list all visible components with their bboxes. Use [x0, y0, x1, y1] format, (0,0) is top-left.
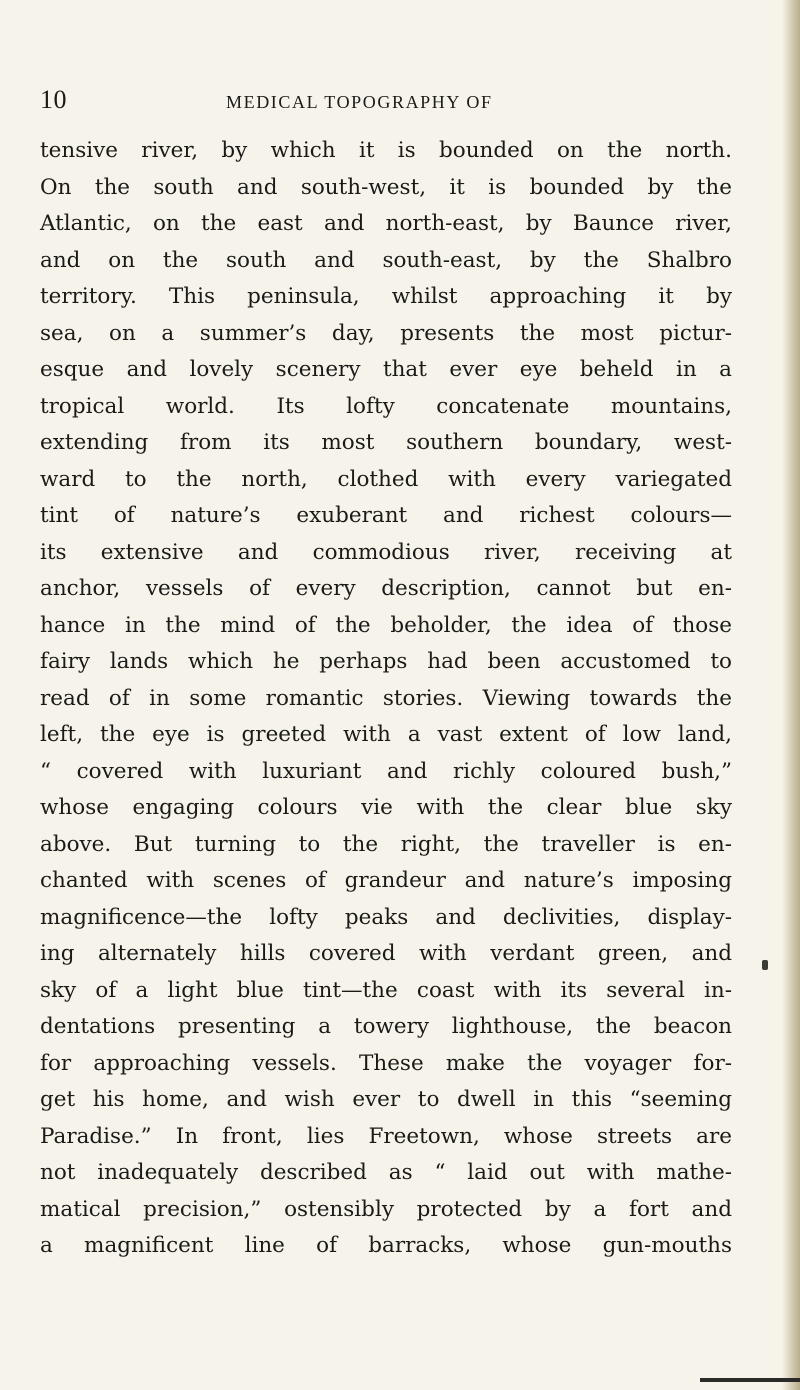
text-line: magnificence—the lofty peaks and declivities, display- [40, 904, 732, 930]
text-line: above. But turning to the right, the traveller is en- [40, 831, 732, 857]
text-line: chanted with scenes of grandeur and nature’s imposing [40, 868, 732, 893]
text-line: its extensive and commodious river, receiving at [40, 539, 732, 565]
text-line: a magnificent line of barracks, whose gun-mouths [40, 1233, 732, 1258]
text-line: ward to the north, clothed with every variegated [40, 466, 732, 492]
text-line: not inadequately described as “ laid out with mathe- [40, 1160, 732, 1185]
text-line: Paradise.” In front, lies Freetown, whose streets are [40, 1123, 732, 1149]
text-line: dentations presenting a towery lighthouse, the beacon [40, 1014, 732, 1039]
text-line: Atlantic, on the east and north-east, by Baunce river, [40, 211, 732, 236]
text-line: extending from its most southern boundary, west- [40, 430, 732, 455]
text-line: for approaching vessels. These make the voyager for- [40, 1050, 732, 1076]
text-line: left, the eye is greeted with a vast extent of low land, [40, 722, 732, 747]
text-line: tensive river, by which it is bounded on the north. [40, 138, 732, 163]
page-edge-shadow [782, 0, 800, 1390]
bottom-edge-rule [700, 1378, 800, 1382]
ink-speck [762, 960, 768, 970]
page-number: 10 [40, 85, 67, 114]
text-line: whose engaging colours vie with the clear blue sky [40, 795, 732, 820]
text-line: sea, on a summer’s day, presents the most pictur- [40, 320, 732, 346]
text-line: sky of a light blue tint—the coast with its several in- [40, 977, 732, 1003]
text-line: read of in some romantic stories. Viewing towards the [40, 685, 732, 711]
text-line: ing alternately hills covered with verdant green, and [40, 941, 732, 966]
running-head: MEDICAL TOPOGRAPHY OF [226, 92, 493, 112]
body-text [40, 133, 732, 1265]
text-line: On the south and south-west, it is bounded by the [40, 174, 732, 200]
text-line: and on the south and south-east, by the Shalbro [40, 247, 732, 273]
text-line: fairy lands which he perhaps had been accustomed to [40, 649, 732, 674]
page-header [40, 86, 730, 118]
text-line: esque and lovely scenery that ever eye beheld in a [40, 357, 732, 382]
text-line: hance in the mind of the beholder, the idea of those [40, 612, 732, 638]
text-line: tint of nature’s exuberant and richest colours— [40, 503, 732, 528]
text-line: tropical world. Its lofty concatenate mountains, [40, 393, 732, 419]
text-line: anchor, vessels of every description, cannot but en- [40, 576, 732, 601]
text-line: “ covered with luxuriant and richly coloured bush,” [40, 758, 732, 784]
text-line: get his home, and wish ever to dwell in this “seeming [40, 1087, 732, 1112]
text-line: matical precision,” ostensibly protected by a fort and [40, 1196, 732, 1222]
text-line: territory. This peninsula, whilst approaching it by [40, 284, 732, 309]
